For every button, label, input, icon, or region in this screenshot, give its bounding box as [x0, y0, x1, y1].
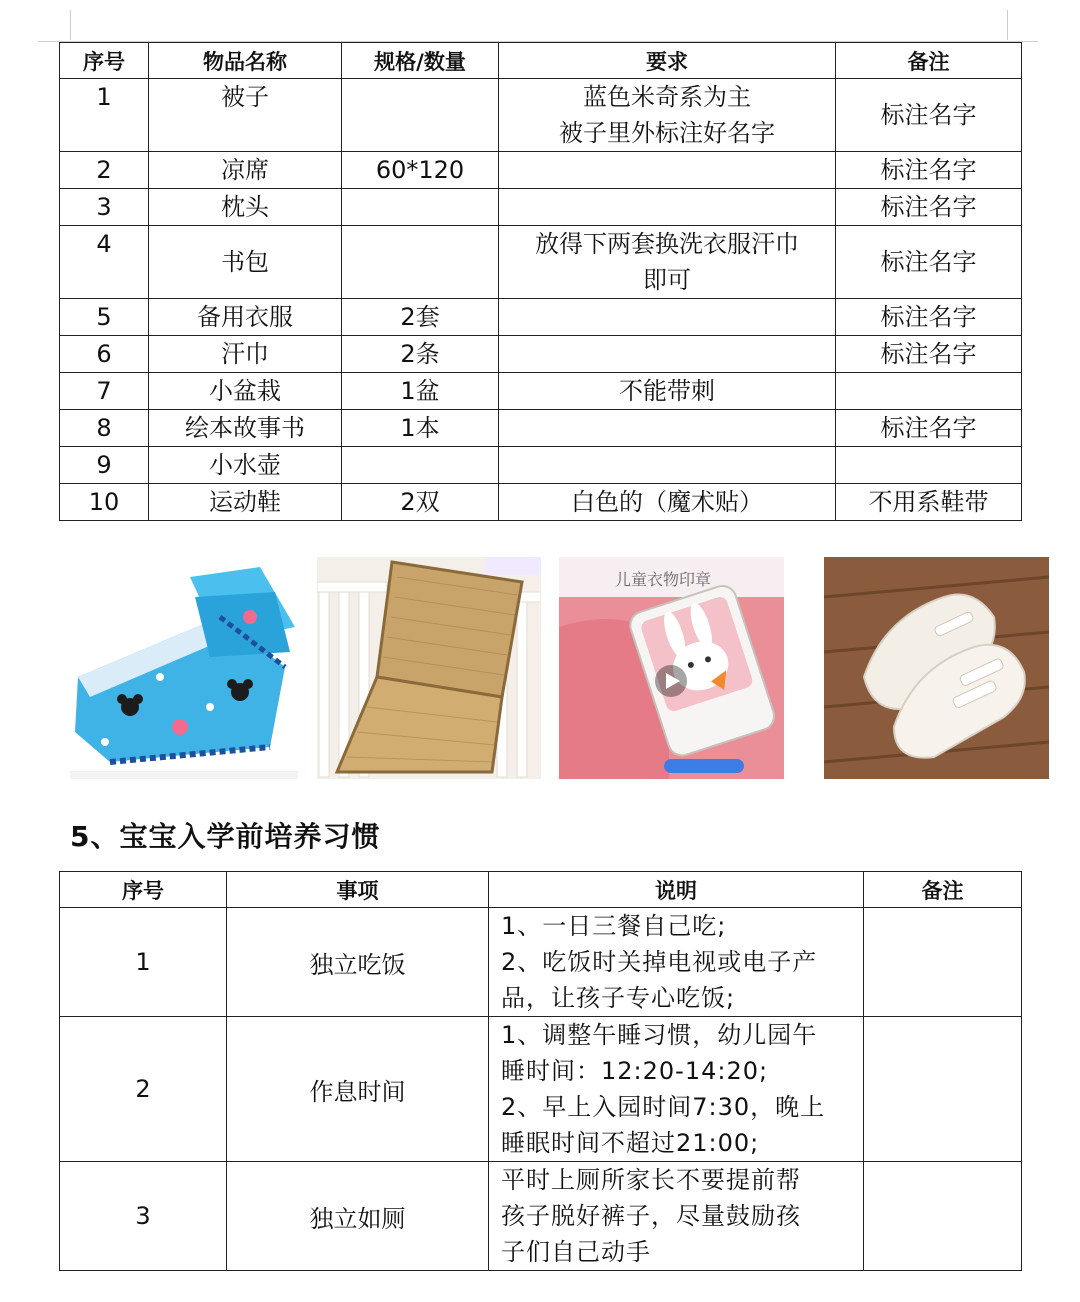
header-description: 说明: [489, 872, 864, 908]
row-item: 被子: [149, 79, 342, 152]
row-spec: 2条: [342, 336, 499, 373]
habits-header-row: [60, 872, 1022, 908]
row-spec: 1盆: [342, 373, 499, 410]
supplies-row: [60, 373, 1022, 410]
row-requirement: [499, 336, 836, 373]
row-item: 小水壶: [149, 447, 342, 484]
row-requirement: [499, 410, 836, 447]
header-item: 物品名称: [149, 43, 342, 79]
row-no: 2: [60, 152, 149, 189]
row-note: 不用系鞋带: [836, 484, 1022, 521]
row-requirement: 白色的（魔术贴）: [499, 484, 836, 521]
quilt-photo: [70, 557, 298, 779]
mat-photo: [317, 557, 541, 779]
row-note: [864, 908, 1022, 1017]
description-line: 睡眠时间不超过21:00;: [501, 1129, 760, 1157]
margin-mark-right: [1007, 10, 1008, 40]
row-item: 独立如厕: [227, 1162, 489, 1271]
row-item: 绘本故事书: [149, 410, 342, 447]
quilt-illustration: [70, 557, 298, 779]
row-no: 3: [60, 189, 149, 226]
row-no: 4: [60, 226, 149, 299]
habits-table: [59, 871, 1022, 1271]
requirement-line: 蓝色米奇系为主: [583, 83, 751, 111]
header-no: 序号: [60, 43, 149, 79]
row-description: [489, 1017, 864, 1162]
row-item: 备用衣服: [149, 299, 342, 336]
row-no: 7: [60, 373, 149, 410]
description-line: 1、一日三餐自己吃;: [501, 912, 727, 940]
row-spec: [342, 79, 499, 152]
supplies-row: [60, 336, 1022, 373]
margin-mark-left: [70, 10, 71, 40]
header-item: 事项: [227, 872, 489, 908]
row-description: [489, 1162, 864, 1271]
requirement-line: 即可: [643, 266, 691, 294]
row-item: 汗巾: [149, 336, 342, 373]
row-no: 6: [60, 336, 149, 373]
row-spec: 2双: [342, 484, 499, 521]
row-no: 10: [60, 484, 149, 521]
header-note: 备注: [864, 872, 1022, 908]
row-no: 5: [60, 299, 149, 336]
row-requirement: [499, 189, 836, 226]
row-item: 枕头: [149, 189, 342, 226]
supplies-row: [60, 299, 1022, 336]
row-note: 标注名字: [836, 410, 1022, 447]
row-requirement: [499, 226, 836, 299]
row-note: [836, 373, 1022, 410]
description-line: 子们自己动手: [501, 1238, 651, 1266]
row-note: 标注名字: [836, 79, 1022, 152]
row-item: 独立吃饭: [227, 908, 489, 1017]
supplies-row: [60, 152, 1022, 189]
supplies-row: [60, 79, 1022, 152]
description-line: 睡时间：12:20-14:20;: [501, 1057, 769, 1085]
row-no: 1: [60, 908, 227, 1017]
description-line: 2、早上入园时间7:30，晚上: [501, 1093, 826, 1121]
stamp-caption: 儿童衣物印章: [615, 570, 712, 589]
row-note: [864, 1162, 1022, 1271]
stamp-photo: [559, 557, 784, 779]
row-item: 运动鞋: [149, 484, 342, 521]
row-requirement: [499, 299, 836, 336]
row-no: 1: [60, 79, 149, 152]
row-requirement: 不能带刺: [499, 373, 836, 410]
row-requirement: [499, 79, 836, 152]
row-requirement: [499, 152, 836, 189]
row-spec: [342, 189, 499, 226]
row-note: 标注名字: [836, 226, 1022, 299]
description-line: 1、调整午睡习惯，幼儿园午: [501, 1021, 818, 1049]
row-spec: [342, 226, 499, 299]
row-note: 标注名字: [836, 152, 1022, 189]
supplies-table: [59, 42, 1022, 521]
description-line: 孩子脱好裤子，尽量鼓励孩: [501, 1202, 801, 1230]
supplies-row: [60, 189, 1022, 226]
row-no: 2: [60, 1017, 227, 1162]
row-item: 书包: [149, 226, 342, 299]
row-note: 标注名字: [836, 336, 1022, 373]
row-spec: [342, 447, 499, 484]
row-description: [489, 908, 864, 1017]
row-note: 标注名字: [836, 189, 1022, 226]
header-no: 序号: [60, 872, 227, 908]
requirement-line: 被子里外标注好名字: [559, 119, 775, 147]
habits-row: [60, 1017, 1022, 1162]
requirement-line: 放得下两套换洗衣服汗巾: [535, 230, 799, 258]
supplies-header-row: [60, 43, 1022, 79]
row-no: 8: [60, 410, 149, 447]
row-spec: 1本: [342, 410, 499, 447]
header-note: 备注: [836, 43, 1022, 79]
sneakers-illustration: [824, 557, 1049, 779]
supplies-row: [60, 447, 1022, 484]
habits-row: [60, 1162, 1022, 1271]
row-requirement: [499, 447, 836, 484]
row-item: 小盆栽: [149, 373, 342, 410]
section-title: 5、宝宝入学前培养习惯: [70, 820, 381, 853]
sneakers-photo: [824, 557, 1049, 779]
row-note: [864, 1017, 1022, 1162]
habits-row: [60, 908, 1022, 1017]
supplies-row: [60, 226, 1022, 299]
description-line: 2、吃饭时关掉电视或电子产: [501, 948, 818, 976]
row-item: 凉席: [149, 152, 342, 189]
row-no: 9: [60, 447, 149, 484]
supplies-row: [60, 484, 1022, 521]
row-spec: 60*120: [342, 152, 499, 189]
header-requirement: 要求: [499, 43, 836, 79]
mat-illustration: [317, 557, 541, 779]
row-note: [836, 447, 1022, 484]
stamp-illustration: [559, 557, 784, 779]
description-line: 品，让孩子专心吃饭;: [501, 984, 736, 1012]
row-item: 作息时间: [227, 1017, 489, 1162]
row-note: 标注名字: [836, 299, 1022, 336]
header-spec: 规格/数量: [342, 43, 499, 79]
row-no: 3: [60, 1162, 227, 1271]
description-line: 平时上厕所家长不要提前帮: [501, 1166, 801, 1194]
row-spec: 2套: [342, 299, 499, 336]
supplies-row: [60, 410, 1022, 447]
